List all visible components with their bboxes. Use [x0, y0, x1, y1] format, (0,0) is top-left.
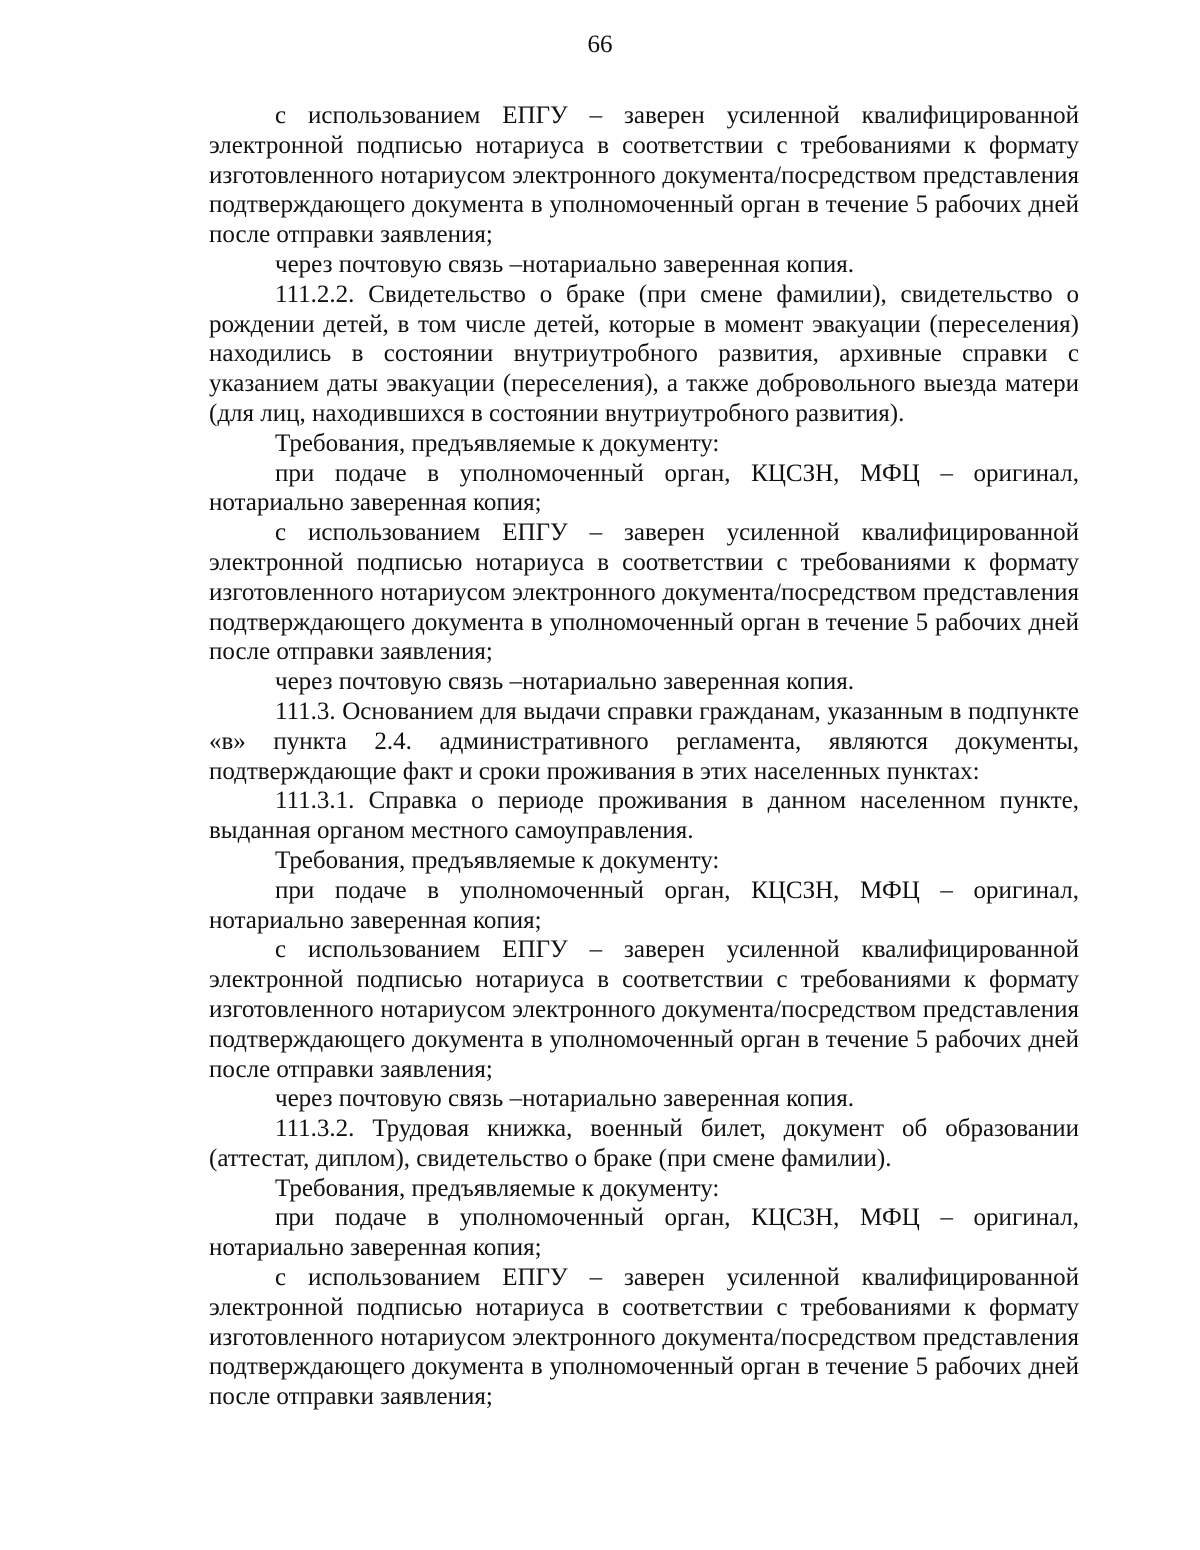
paragraph-111-3-2: 111.3.2. Трудовая книжка, военный билет, документ об образовании (аттестат, диплом), свидетельство о браке (при смене фамилии).: [209, 1115, 1079, 1172]
paragraph-111-2-2: 111.2.2. Свидетельство о браке (при смене фамилии), свидетельство о рождении детей, в том числе детей, которые в момент эвакуации (переселения) находились в состоянии внутриутробного развития, архивные справки с указанием даты эвакуации (переселения), а также добровольного выезда матери (для лиц, находившихся в состоянии внутриутробного развития).: [209, 280, 1079, 427]
paragraph-submission-1: при подаче в уполномоченный орган, КЦСЗН, МФЦ – оригинал, нотариально заверенная копия;: [209, 459, 1079, 517]
paragraph-mail-2: через почтовую связь –нотариально заверенная копия.: [275, 668, 854, 696]
paragraph-mail-3: через почтовую связь –нотариально заверенная копия.: [275, 1085, 854, 1113]
paragraph-submission-3: при подаче в уполномоченный орган, КЦСЗН, МФЦ – оригинал, нотариально заверенная копия;: [209, 1204, 1079, 1262]
paragraph-epgu-4: с использованием ЕПГУ – заверен усиленной квалифицированной электронной подписью нотариуса в соответствии с требованиями к формату изготовленного нотариусом электронного документа/посредством представления подтверждающего документа в уполномоченный орган в течение 5 рабочих дней после отправки заявления;: [209, 1264, 1079, 1411]
paragraph-111-3: 111.3. Основанием для выдачи справки гражданам, указанным в подпункте «в» пункта 2.4. административного регламента, являются документы, подтверждающие факт и сроки проживания в этих населенных пунктах:: [209, 697, 1079, 785]
paragraph-submission-2: при подаче в уполномоченный орган, КЦСЗН, МФЦ – оригинал, нотариально заверенная копия;: [209, 876, 1079, 934]
paragraph-epgu-2: с использованием ЕПГУ – заверен усиленной квалифицированной электронной подписью нотариуса в соответствии с требованиями к формату изготовленного нотариусом электронного документа/посредством представления подтверждающего документа в уполномоченный орган в течение 5 рабочих дней после отправки заявления;: [209, 519, 1079, 666]
page-number: 66: [587, 31, 613, 58]
paragraph-requirements-1: Требования, предъявляемые к документу:: [275, 429, 720, 457]
paragraph-requirements-3: Требования, предъявляемые к документу:: [275, 1174, 720, 1202]
paragraph-111-3-1: 111.3.1. Справка о периоде проживания в данном населенном пункте, выданная органом местного самоуправления.: [209, 787, 1079, 845]
paragraph-epgu-3: с использованием ЕПГУ – заверен усиленной квалифицированной электронной подписью нотариуса в соответствии с требованиями к формату изготовленного нотариусом электронного документа/посредством представления подтверждающего документа в уполномоченный орган в течение 5 рабочих дней после отправки заявления;: [209, 936, 1079, 1083]
paragraph-mail-1: через почтовую связь –нотариально заверенная копия.: [275, 250, 854, 278]
paragraph-epgu-1: с использованием ЕПГУ – заверен усиленной квалифицированной электронной подписью нотариуса в соответствии с требованиями к формату изготовленного нотариусом электронного документа/посредством представления подтверждающего документа в уполномоченный орган в течение 5 рабочих дней после отправки заявления;: [209, 102, 1079, 249]
paragraph-requirements-2: Требования, предъявляемые к документу:: [275, 846, 720, 874]
document-body: [209, 101, 1079, 1412]
